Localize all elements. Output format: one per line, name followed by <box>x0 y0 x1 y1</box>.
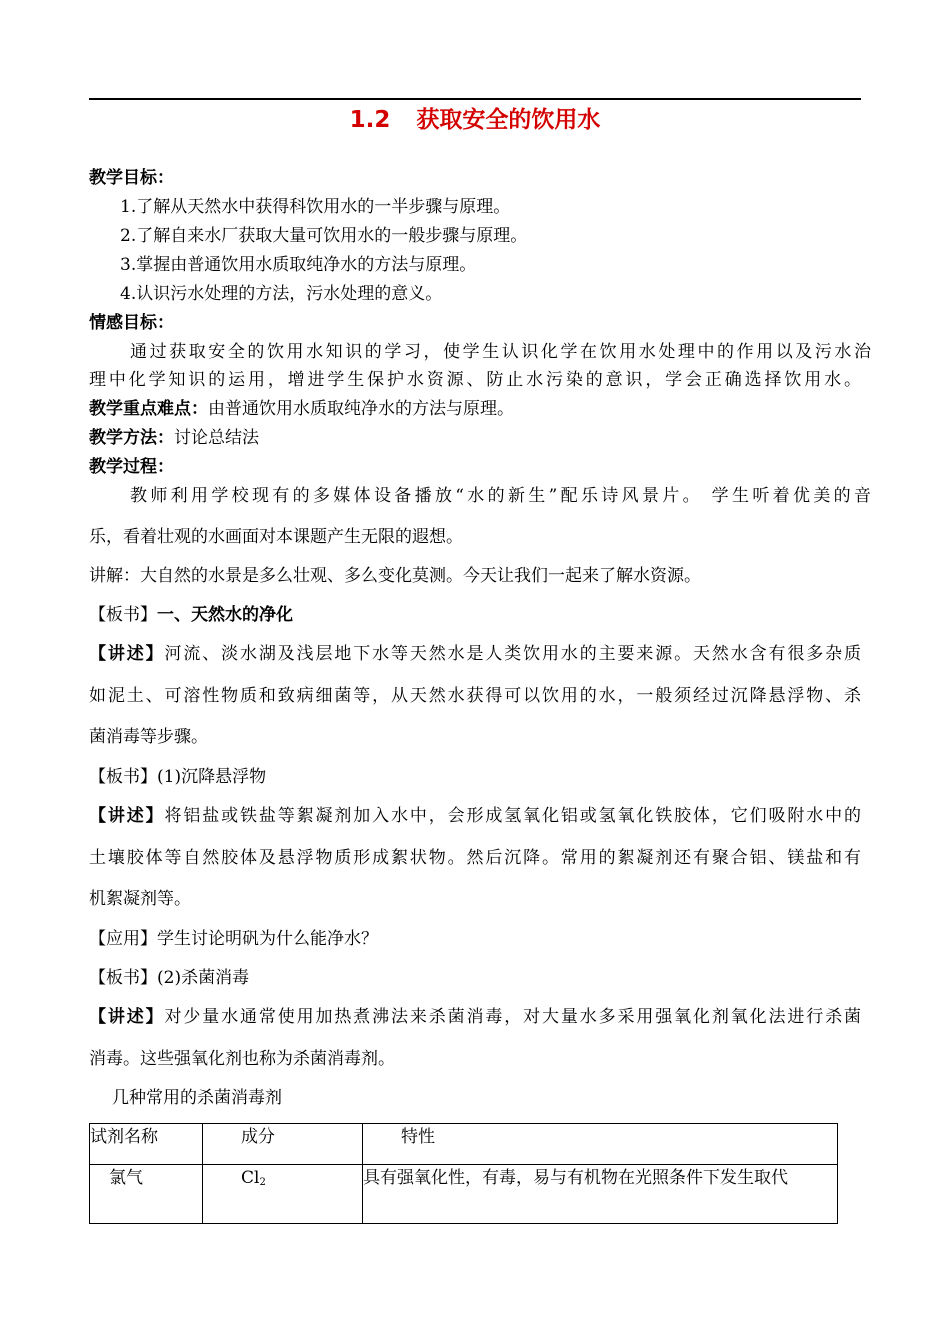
table-caption: 几种常用的杀菌消毒剂 <box>112 1088 282 1108</box>
table-header-row <box>90 1124 838 1165</box>
header-cell-property <box>363 1124 838 1165</box>
talk-2-line-2: 土壤胶体等自然胶体及悬浮物质形成絮状物。然后沉降。常用的絮凝剂还有聚合铝、镁盐和有 <box>89 848 861 868</box>
apply-tag: 【应用】 <box>89 929 157 949</box>
keypoint-text: 由普通饮用水质取纯净水的方法与原理。 <box>208 399 514 419</box>
cell-formula <box>203 1165 363 1224</box>
board-1-tag: 【板书】 <box>89 605 157 625</box>
board-2 <box>89 764 266 790</box>
talk-1-line-1 <box>89 641 861 667</box>
disinfectant-table <box>89 1123 838 1224</box>
title-text: 获取安全的饮用水 <box>416 107 601 133</box>
talk-3-text-1: 对少量水通常使用加热煮沸法来杀菌消毒，对大量水多采用强氧化剂氧化法进行杀菌 <box>164 1007 861 1027</box>
talk-1-text-1: 河流、淡水湖及浅层地下水等天然水是人类饮用水的主要来源。天然水含有很多杂质 <box>164 644 861 664</box>
goal-item-4: 4.认识污水处理的方法，污水处理的意义。 <box>120 284 443 304</box>
board-3-text: (2)杀菌消毒 <box>157 968 250 988</box>
keypoint-label: 教学重点难点： <box>89 399 208 419</box>
talk-1-line-2: 如泥土、可溶性物质和致病细菌等，从天然水获得可以饮用的水，一般须经过沉降悬浮物、杀 <box>89 686 861 706</box>
emotion-heading: 情感目标： <box>89 313 174 333</box>
goal-item-1: 1.了解从天然水中获得科饮用水的一半步骤与原理。 <box>120 197 511 217</box>
cell-formula-text <box>203 1168 266 1188</box>
talk-1-line-3: 菌消毒等步骤。 <box>89 727 208 747</box>
header-cell-name <box>90 1124 203 1165</box>
header-component-text: 成分 <box>241 1127 275 1147</box>
method-label: 教学方法： <box>89 428 174 448</box>
cell-property-text: 具有强氧化性，有毒，易与有机物在光照条件下发生取代 <box>363 1168 788 1188</box>
method-line <box>89 425 259 451</box>
talk-2-text-1: 将铝盐或铁盐等絮凝剂加入水中，会形成氢氧化铝或氢氧化铁胶体，它们吸附水中的 <box>164 806 861 826</box>
talk-3-tag: 【讲述】 <box>89 1007 165 1027</box>
apply-text: 学生讨论明矾为什么能净水？ <box>157 929 378 949</box>
board-3-tag: 【板书】 <box>89 968 157 988</box>
board-2-text: (1)沉降悬浮物 <box>157 767 267 787</box>
process-explain: 讲解：大自然的水景是多么壮观、多么变化莫测。今天让我们一起来了解水资源。 <box>89 566 701 586</box>
goals-heading: 教学目标： <box>89 168 174 188</box>
page-title <box>0 104 950 136</box>
method-text: 讨论总结法 <box>174 428 259 448</box>
header-cell-component <box>203 1124 363 1165</box>
board-3 <box>89 965 249 991</box>
board-1-text: 一、天然水的净化 <box>157 605 293 625</box>
talk-2-tag: 【讲述】 <box>89 806 165 826</box>
header-name-text: 试剂名称 <box>90 1127 158 1147</box>
keypoint-line <box>89 396 514 422</box>
cell-property <box>363 1165 838 1224</box>
formula-base: Cl <box>241 1168 260 1188</box>
cell-name <box>90 1165 203 1224</box>
title-number: 1.2 <box>349 107 391 133</box>
talk-3-line-1 <box>89 1004 861 1030</box>
talk-3-line-2: 消毒。这些强氧化剂也称为杀菌消毒剂。 <box>89 1049 395 1069</box>
cell-name-text: 氯气 <box>109 1168 143 1188</box>
formula-subscript: 2 <box>259 1177 266 1188</box>
header-rule <box>89 98 861 100</box>
goal-item-2: 2.了解自来水厂获取大量可饮用水的一般步骤与原理。 <box>120 226 528 246</box>
process-heading: 教学过程： <box>89 457 174 477</box>
board-2-tag: 【板书】 <box>89 767 157 787</box>
header-property-text: 特性 <box>401 1127 435 1147</box>
process-intro-1: 教师利用学校现有的多媒体设备播放“水的新生”配乐诗风景片。 学生听着优美的音 <box>130 486 871 506</box>
goal-item-3: 3.掌握由普通饮用水质取纯净水的方法与原理。 <box>120 255 477 275</box>
talk-1-tag: 【讲述】 <box>89 644 165 664</box>
process-intro-2: 乐，看着壮观的水画面对本课题产生无限的遐想。 <box>89 527 463 547</box>
apply-line <box>89 926 378 952</box>
board-1 <box>89 602 293 628</box>
emotion-line-2: 理中化学知识的运用，增进学生保护水资源、防止水污染的意识，学会正确选择饮用水。 <box>89 370 861 390</box>
table-row <box>90 1165 838 1224</box>
talk-2-line-1 <box>89 803 861 829</box>
emotion-line-1: 通过获取安全的饮用水知识的学习，使学生认识化学在饮用水处理中的作用以及污水治 <box>130 342 871 362</box>
talk-2-line-3: 机絮凝剂等。 <box>89 889 191 909</box>
